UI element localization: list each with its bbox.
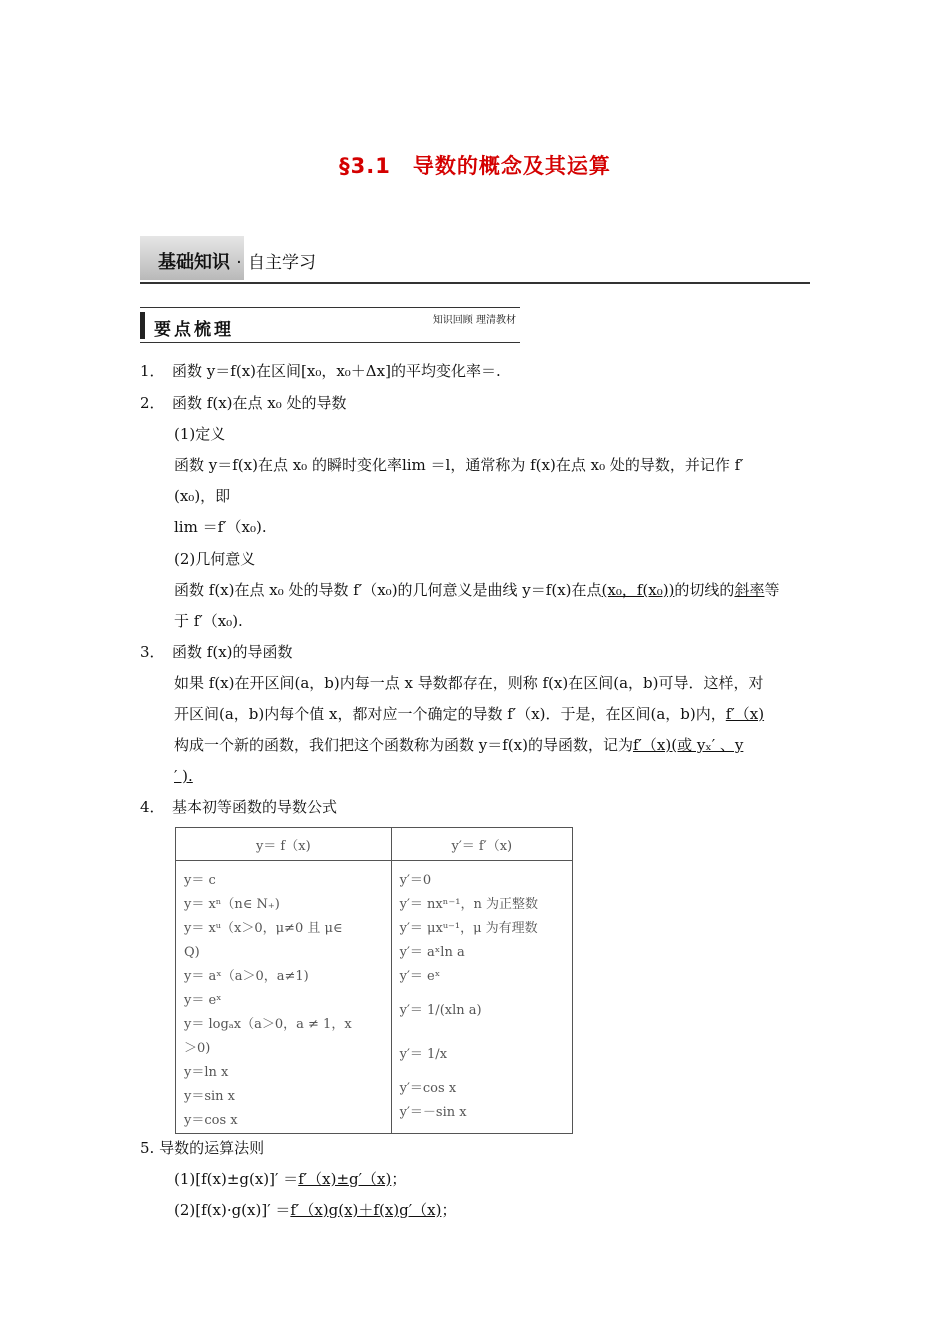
item-2-1: (1)定义: [174, 425, 226, 443]
table-cell-functions: [176, 861, 392, 1134]
derivative-table: [175, 827, 573, 1134]
page-title: §3.1 导数的概念及其运算: [339, 154, 611, 178]
section-dot: ·: [236, 253, 242, 273]
item-5-1-answer: f′（x)±g′（x): [298, 1170, 392, 1188]
table-line: ＞0): [184, 1041, 211, 1056]
table-header-function: y＝ f（x): [176, 828, 392, 861]
item-3-c-answer: f′（x)(或 yₓ′ 、y: [632, 736, 744, 754]
table-line: y＝ xⁿ（n∈ N₊): [184, 897, 280, 912]
section-sub: 自主学习: [247, 253, 316, 273]
table-line: y＝ logₐx（a＞0，a ≠ 1，x: [184, 1017, 352, 1032]
subsection-title: 要点梳理: [154, 320, 234, 340]
section-heading: [158, 248, 316, 274]
subsection-bar: [140, 312, 145, 339]
table-line: y′＝cos x: [399, 1081, 457, 1096]
table-line: y＝ eˣ: [184, 993, 222, 1008]
table-header-row: [176, 828, 573, 861]
item-5-1-text: (1)[f(x)±g(x)]′ ＝: [174, 1170, 299, 1188]
item-3-b-answer: f′（x): [725, 705, 765, 723]
item-3-a: 如果 f(x)在开区间(a，b)内每一点 x 导数都存在，则称 f(x)在区间(a，b)可导．这样，对: [174, 674, 764, 692]
geo-slope: 斜率: [734, 581, 765, 599]
item-2-2: (2)几何意义: [174, 550, 256, 568]
table-line: y＝sin x: [184, 1089, 236, 1104]
subsection-banner: [140, 307, 520, 343]
item-5-1-end: ；: [391, 1170, 407, 1188]
table-line: y′＝ aˣln a: [399, 945, 465, 960]
item-2: 2． 函数 f(x)在点 x₀ 处的导数: [140, 394, 347, 412]
item-5-2-text: (2)[f(x)·g(x)]′ ＝: [174, 1201, 291, 1219]
table-line: y′＝ 1/(xln a): [399, 1003, 482, 1018]
geo-text-a: 函数 f(x)在点 x₀ 处的导数 f′（x₀)的几何意义是曲线 y＝f(x)在点: [174, 581, 602, 599]
table-header-derivative: y′＝ f′（x): [391, 828, 572, 861]
item-3-c: [174, 735, 743, 755]
table-line: y′＝ nxⁿ⁻¹，n 为正整数: [399, 897, 538, 912]
item-2-def-cont: (x₀)，即: [174, 487, 231, 505]
geo-text-c: 等: [764, 581, 780, 599]
item-3-d: [174, 766, 193, 786]
table-line: y＝cos x: [184, 1113, 238, 1128]
table-line: y′＝0: [399, 873, 432, 888]
table-line: y′＝－sin x: [399, 1105, 467, 1120]
item-5: 5. 导数的运算法则: [140, 1139, 265, 1157]
section-banner: [140, 236, 810, 284]
item-3-d-answer: ′ ).: [174, 767, 193, 785]
item-3-c-text: 构成一个新的函数，我们把这个函数称为函数 y＝f(x)的导函数，记为: [174, 736, 633, 754]
item-2-def: 函数 y＝f(x)在点 x₀ 的瞬时变化率lim ＝l，通常称为 f(x)在点 x₀ 处的导数，并记作 f′: [174, 456, 744, 474]
section-main: 基础知识: [158, 252, 230, 273]
item-2-limit: lim ＝f′（x₀).: [174, 518, 267, 536]
table-line: y′＝ eˣ: [399, 969, 441, 984]
table-line: y′＝ μxᵘ⁻¹，μ 为有理数: [399, 921, 538, 936]
table-line: Q): [184, 945, 200, 960]
geo-point: (x₀，f(x₀)): [601, 581, 675, 599]
table-line: y′＝ 1/x: [399, 1047, 448, 1062]
item-3: 3． 函数 f(x)的导函数: [140, 643, 293, 661]
subsection-note: 知识回顾 理清教材: [432, 315, 516, 326]
item-5-1: [174, 1169, 406, 1189]
table-line: y＝ c: [184, 873, 216, 888]
table-line: y＝ xᵘ（x＞0，μ≠0 且 μ∈: [184, 921, 343, 936]
table-row: [176, 861, 573, 1134]
item-1: 1． 函数 y＝f(x)在区间[x₀，x₀＋Δx]的平均变化率＝.: [140, 362, 501, 380]
item-2-geo-cont: 于 f′（x₀).: [174, 612, 243, 630]
item-5-2: [174, 1200, 456, 1220]
item-3-b-text: 开区间(a，b)内每个值 x，都对应一个确定的导数 f′（x)．于是，在区间(a，b)内，: [174, 705, 726, 723]
item-5-2-answer: f′（x)g(x)＋f(x)g′（x): [290, 1201, 442, 1219]
item-2-geo: [174, 580, 779, 600]
item-5-2-end: ；: [441, 1201, 457, 1219]
item-3-b: [174, 704, 764, 724]
table-cell-derivatives: [391, 861, 572, 1134]
geo-text-b: 的切线的: [674, 581, 735, 599]
table-line: y＝ aˣ（a＞0，a≠1): [184, 969, 309, 984]
table-line: y＝ln x: [184, 1065, 229, 1080]
item-4: 4． 基本初等函数的导数公式: [140, 798, 338, 816]
